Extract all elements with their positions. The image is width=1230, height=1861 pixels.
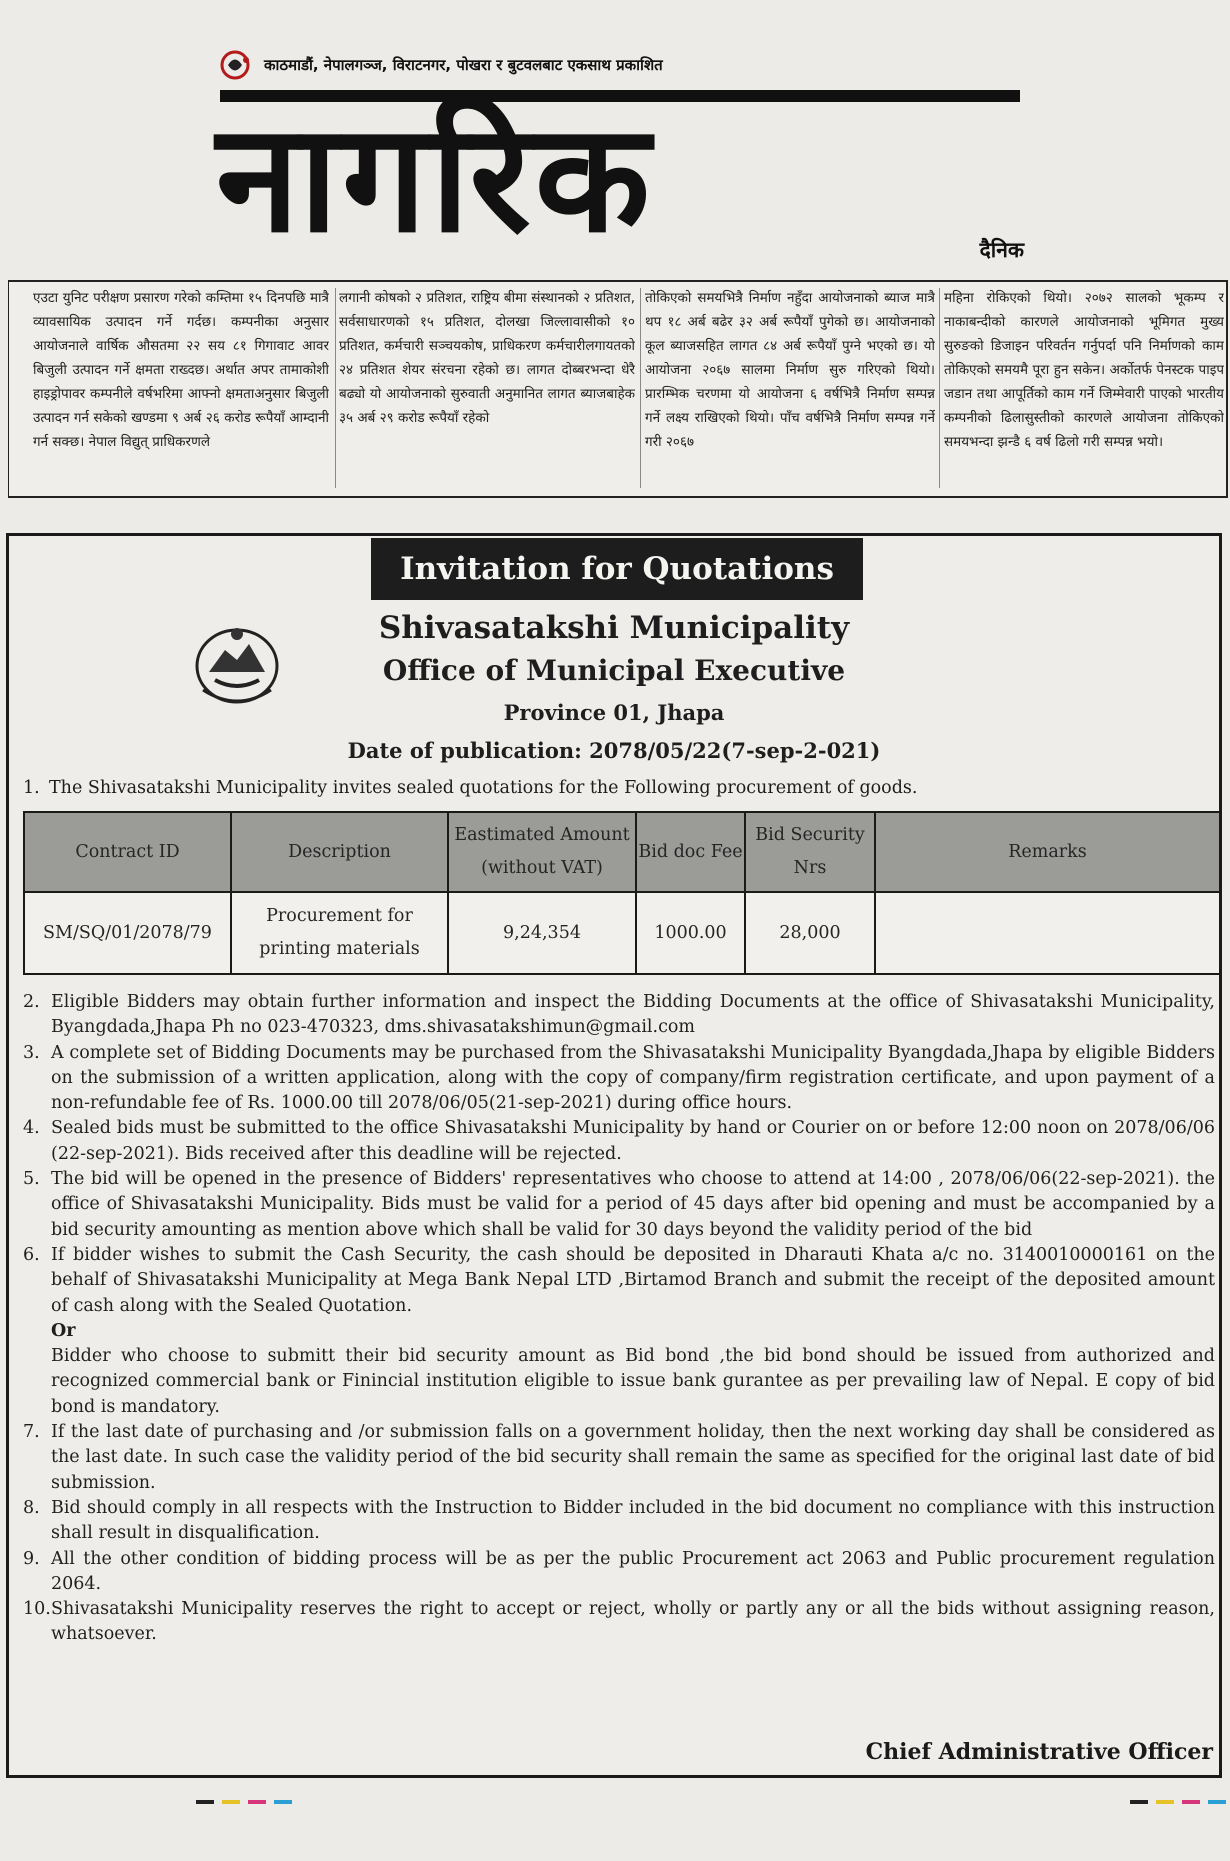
signature-title: Chief Administrative Officer [865,1739,1213,1765]
bid-bond-paragraph: Bidder who choose to submitt their bid security amount as Bid bond ,the bid bond should be issued from authorized and recognized commercial bank or Finincial institution eligible to issue bank gurantee as per prevailing law of Nepal. E copy of bid bond is mandatory. [51,1346,1215,1417]
clause-number: 7. [23,1422,40,1443]
masthead-subtitle: दैनिक [979,238,1024,262]
news-column-4: महिना रोकिएको थियो। २०७२ सालको भूकम्प र नाकाबन्दीको कारणले आयोजनाको भूमिगत मुख्य सुरुङको डिजाइन परिवर्तन गर्नुपर्दा पनि निर्माणको काम तोकिएको समयमै पूरा हुन सकेन। अर्कोतर्फ पेनस्टक पाइप जडान तथा आपूर्तिको काम गर्ने जिम्मेवारी पाएको भारतीय कम्पनीको ढिलासुस्तीको कारणले आयोजना तोकिएको समयभन्दा झन्डै ६ वर्ष ढिलो गरी सम्पन्न भयो। [944,290,1224,450]
clause-text: Shivasatakshi Municipality reserves the right to accept or reject, wholly or partly any or all the bids without assigning reason, whatsoever. [51,1599,1215,1645]
quotation-notice [6,533,1222,1778]
bid-security-cell: 28,000 [745,892,875,974]
registration-marks [1130,1800,1226,1804]
amount-cell: 9,24,354 [448,892,636,974]
procurement-table [23,811,1221,975]
clause-number: 6. [23,1244,40,1265]
masthead-title: नागरिक [216,92,654,266]
clause-text: Sealed bids must be submitted to the office Shivasatakshi Municipality by hand or Courier on or before 12:00 noon on 2078/06/06 (22-sep-2021). Bids received after this deadline will be rejected. [51,1118,1215,1164]
news-strip [8,280,1228,498]
list-item [23,1496,1215,1547]
list-item [23,1547,1215,1598]
contract-id-cell: SM/SQ/01/2078/79 [24,892,231,974]
news-column-1: एउटा युनिट परीक्षण प्रसारण गरेको कम्तिमा १५ दिनपछि मात्रै व्यावसायिक उत्पादन गर्ने गर्दछ। कम्पनीका अनुसार आयोजनाले वार्षिक औसतमा २२ सय ८१ गिगावाट आवर बिजुली उत्पादन गर्ने क्षमता राख्दछ। अर्थात अपर तामाकोशी हाइड्रोपावर कम्पनीले वर्षभरिमा आफ्नो क्षमताअनुसार बिजुली उत्पादन गर्न सकेको खण्डमा ९ अर्ब २६ करोड रूपैयाँ आम्दानी गर्न सक्छ। नेपाल विद्युत् प्राधिकरणले [33,290,329,450]
list-item [23,990,1215,1041]
news-column-2: लगानी कोषको २ प्रतिशत, राष्ट्रिय बीमा संस्थानको २ प्रतिशत, सर्वसाधारणको १५ प्रतिशत, दोलखा जिल्लावासीको १० प्रतिशत, कर्मचारी सञ्चयकोष, प्राधिकरण कर्मचारीलगायतको २४ प्रतिशत शेयर संरचना रहेको छ। लागत दोब्बरभन्दा धेरै बढ्यो यो आयोजनाको सुरुवाती अनुमानित लागत ब्याजबाहेक ३५ अर्ब २९ करोड रूपैयाँ रहेको [339,290,635,426]
column-divider [335,288,336,488]
clause-text: Eligible Bidders may obtain further information and inspect the Bidding Documents at the office of Shivasatakshi Municipality, Byangdada,Jhapa Ph no 023-470323, dms.shivasatakshimun@gmail.com [51,992,1215,1038]
clause-text: If bidder wishes to submit the Cash Security, the cash should be deposited in Dharauti Khata a/c no. 3140010000161 on the behalf of Shivasatakshi Municipality at Mega Bank Nepal LTD ,Birtamod Branch and submit the receipt of the deposited amount of cash along with the Sealed Quotation. [51,1244,1215,1316]
clause-number: 1. [23,778,40,798]
clause-text: If the last date of purchasing and /or submission falls on a government holiday, then the next working day shall be considered as the last date. In such case the validity period of the bid security shall remain the same as specified for the original last date of bid submission. [51,1422,1215,1493]
column-header: Bid Security Nrs [745,812,875,892]
bid-fee-cell: 1000.00 [636,892,745,974]
column-header: Description [231,812,448,892]
clause-text: All the other condition of bidding process will be as per the public Procurement act 2063 and Public procurement regulation 2064. [51,1548,1215,1594]
column-header: Eastimated Amount (without VAT) [448,812,636,892]
clause-number: 4. [23,1118,40,1139]
clause-number: 8. [23,1497,40,1518]
nagarik-logo-icon [220,50,254,80]
publication-date: Date of publication: 2078/05/22(7-sep-2-021) [347,738,881,763]
notice-title-banner [371,538,863,600]
masthead-tagline: काठमाडौं, नेपालगञ्ज, विराटनगर, पोखरा र बुटवलबाट एकसाथ प्रकाशित [264,56,663,74]
remarks-cell [875,892,1220,974]
masthead-top [220,48,663,82]
or-separator: Or [51,1320,76,1341]
list-item [23,1597,1215,1648]
list-item [23,1167,1215,1243]
list-item [23,1041,1215,1117]
column-divider [939,288,940,488]
clause-number: 9. [23,1548,40,1569]
description-cell: Procurement for printing materials [231,892,448,974]
intro-text: The Shivasatakshi Municipality invites sealed quotations for the Following procurement of goods. [49,778,918,798]
clause-text: A complete set of Bidding Documents may be purchased from the Shivasatakshi Municipality Byangdada,Jhapa by eligible Bidders on the submission of a written application, along with the copy of company/firm registration certificate, and upon payment of a non-refundable fee of Rs. 1000.00 till 2078/06/05(21-sep-2021) during office hours. [51,1042,1215,1114]
column-header: Bid doc Fee [636,812,745,892]
clause-number: 10. [23,1599,51,1620]
registration-marks [196,1800,292,1804]
column-divider [640,288,641,488]
location-line: Province 01, Jhapa [503,700,725,725]
municipality-name: Shivasatakshi Municipality [378,610,850,646]
clause-number: 3. [23,1042,40,1063]
clauses-list [23,990,1215,1648]
column-header: Contract ID [24,812,231,892]
clause-number: 2. [23,992,40,1012]
news-column-3: तोकिएको समयभित्रै निर्माण नहुँदा आयोजनाको ब्याज मात्रै थप १८ अर्ब बढेर ३२ अर्ब रूपैयाँ पुगेको छ। आयोजनाको कूल ब्याजसहित लागत ८४ अर्ब रूपैयाँ पुग्ने भएको छ। यो आयोजना २०६७ सालमा निर्माण सुरु गरिएको थियो। प्रारम्भिक चरणमा यो आयोजना ६ वर्षभित्रै निर्माण सम्पन्न गर्ने लक्ष्य राखिएको थियो। पाँच वर्षभित्रै निर्माण सम्पन्न गर्ने गरी २०६७ [645,290,935,450]
intro-clause [23,776,1213,800]
table-header-row [24,812,1220,892]
column-header: Remarks [875,812,1220,892]
clause-text: The bid will be opened in the presence of Bidders' representatives who choose to attend at 14:00 , 2078/06/06(22-sep-2021). the office of Shivasatakshi Municipality. Bids must be valid for a period of 45 days after bid opening and must be accompanied by a bid security amounting as mention above which shall be valid for 30 days beyond the validity period of the bid [51,1169,1215,1240]
list-item [23,1243,1215,1319]
office-name: Office of Municipal Executive [382,654,846,687]
notice-title: Invitation for Quotations [400,551,834,587]
clause-number: 5. [23,1169,40,1190]
list-item [23,1116,1215,1167]
table-row [24,892,1220,974]
masthead [216,42,1024,272]
clause-text: Bid should comply in all respects with the Instruction to Bidder included in the bid document no compliance with this instruction shall result in disqualification. [51,1497,1215,1544]
list-item [23,1420,1215,1496]
